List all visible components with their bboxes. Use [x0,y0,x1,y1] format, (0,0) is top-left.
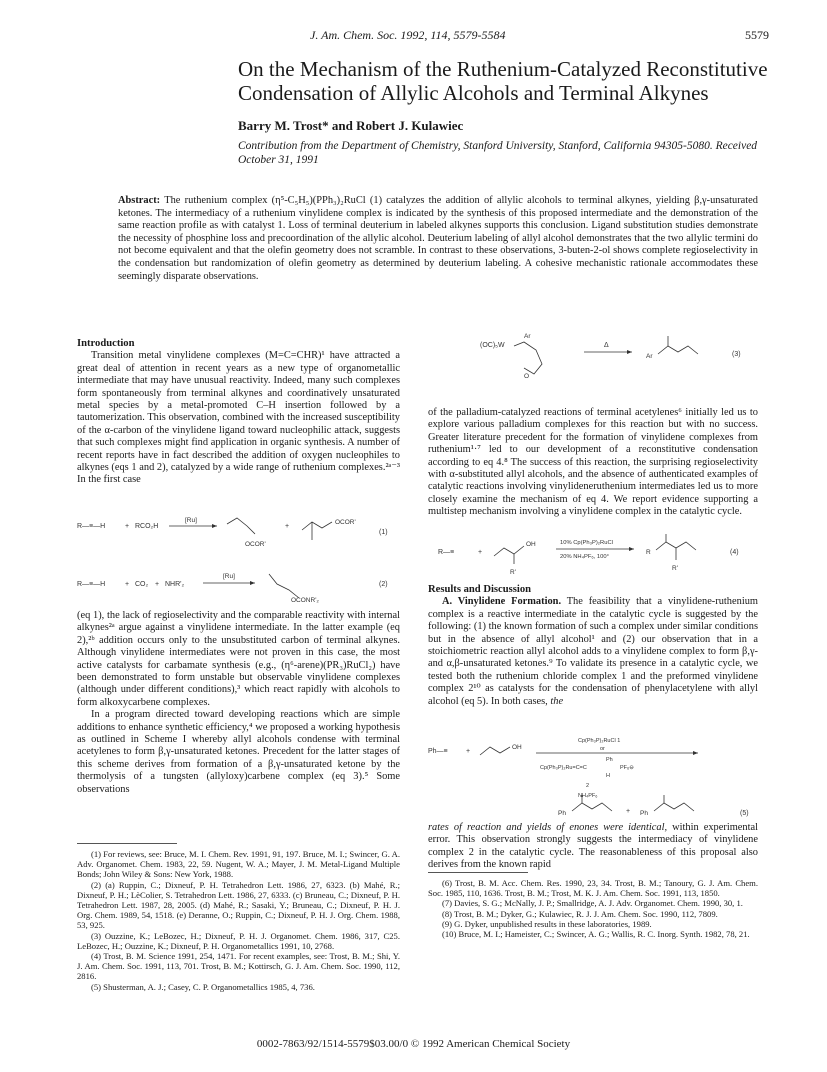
eq5-plus2: + [626,808,631,815]
eq1-product2-skeleton [302,522,332,530]
footnote-5: (5) Shusterman, A. J.; Casey, C. P. Organometallics 1985, 4, 736. [91,981,315,992]
eq3-product-ar: Ar [646,353,653,360]
introduction-heading: Introduction [77,338,135,349]
abstract-label: Abstract: [118,195,161,206]
footnote-2: (2) (a) Ruppin, C.; Dixneuf, P. H. Tetrahedron Lett. 1986, 27, 6323. (b) Mahé, R.; Dixneuf, P. H.; LèColier, S. Tetrahedron Lett. 1986, 27, 6333. (c) Bruneau, C.; Dixneuf, P. H. Tetrahedron Lett. 1987, 28, 2005. (d) Mahé, R.; Sasaki, Y.; Bruneau, C.; Dixneuf, P. H. J. Org. Chem. 1989, 54, 1518. (e) Deranne, O.; Ruppin, C.; Dixneuf, P. H. J. Org. Chem. 1988, 53, 925. [77,879,400,931]
eq3-ar: Ar [524,333,531,340]
eq1-plus2: + [285,523,290,530]
intro-paragraph-3: In a program directed toward developing reactions which are simple additions to enhance synthetic efficiency,⁴ we proposed a working hypothesis as outlined in Scheme I whereby allyl alcohols condense with terminal acetylenes to form β,γ-unsaturated ketones. Precedent for the latter stages of this scheme derives from formation of a β,γ-unsaturated ketone by the thermolysis of a tungsten (allyloxy)carbene complex (eq 3).⁵ Some observations [77,709,400,795]
intro-paragraph-1: Transition metal vinylidene complexes (M=C=CHR)¹ have attracted a great deal of attention in recent years as a new type of organometallic intermediate that may have unusual reactivity. Indeed, many such complexes form spontaneously from terminal alkynes and coordinatively unsaturated metal species by a metal-promoted C–H insertion followed by a tautomerization. This observation, combined with the increased susceptibility of the α-carbon of the vinylidene ligand toward nucleophilic attack, suggests that such complexes might find application in organic synthesis. A number of recent reports have in fact described the addition of oxygen nucleophiles to alkynes (eqs 1 and 2), catalyzed by a wide range of ruthenium complexes.²ᵃ⁻³ In the first case [77,350,400,486]
right-paragraph-1: of the palladium-catalyzed reactions of terminal acetylenes⁶ initially led us to explore various palladium complexes for this reaction but with no success. Greater literature precedent for the formation of vinylidene complexes from ruthenium¹·⁷ led to our development of a reconstitutive condensation according to eq 4.⁸ The success of this reaction, the surprising regioselectivity with α-substituted allyl alcohols, and the absence of authenticated examples of catalytic reactions involving vinylideneruthenium intermediates led us to more closely examine the mechanism of eq 4. We report evidence supporting a multistep mechanism involving a vinylidene complex in the catalytic cycle. [428,407,758,518]
eq2-product-sub: OCONR'₂ [291,597,319,604]
eq2-catalyst: [Ru] [223,573,235,580]
footnote-8: (8) Trost, B. M.; Dyker, G.; Kulawiec, R. J. J. Am. Chem. Soc. 1990, 112, 7809. [442,908,718,919]
right-column-results [428,584,758,708]
right-paragraph-2-text: The feasibility that a vinylidene-ruthenium complex is a reactive intermediate in the catalytic cycle is suggested by the following: (1) the known formation of such a complex under similar conditions but in the absence of allyl alcohol¹ and (2) our observation that in a stoichiometric reaction allyl alcohol adds to a vinylidene complex to form β,γ- and α,β-unsaturated ketones.⁹ To validate its presence in a catalytic cycle, we tested both the ruthenium chloride complex 1 and the preformed vinylidene complex 2¹⁰ as catalysts for the condensation of phenylacetylene with allyl alcohol (eq 5). In both cases, [428,596,758,707]
equation-3 [480,330,760,390]
footnote-6: (6) Trost, B. M. Acc. Chem. Res. 1990, 23, 34. Trost, B. M.; Tanoury, G. J. Am. Chem. Soc. 1985, 110, 1636. Trost, B. M.; Trost, M. K. J. Am. Chem. Soc. 1991, 113, 1850. [428,878,758,899]
footnote-9: (9) G. Dyker, unpublished results in these laboratories, 1989. [442,918,652,929]
footnote-3: (3) Ouzzine, K.; LeBozec, H.; Dixneuf, P. H. J. Organomet. Chem. 1986, 317, C25. LeBozec, H.; Ouzzine, K.; Dixneuf, P. H. Organometallics 1991, 10, 2768. [77,930,400,951]
eq5-product1-skeleton [572,803,612,811]
eq2-product-skeleton [269,574,299,598]
eq2-reagent1: CO₂ [135,581,149,588]
equation-2 [77,564,400,604]
eq4-number: (4) [730,549,739,556]
intro-paragraph-2: (eq 1), the lack of regioselectivity and the comparable reactivity with internal alkynes²ᵃ argue against a vinylidene intermediate. In the latter example (eq 2),²ᵇ addition occurs only to the unsubstituted carbon of terminal alkynes. Although vinylidene intermediates were not proven in this case, the most active catalysts for carbamate synthesis (e.g., (η⁶-arene)(PR₃)RuCl₂) have been demonstrated to form unstable but observable vinylidene complexes (although under different conditions),³ which react rapidly with alcohols to form alkoxycarbene complexes. [77,610,400,708]
eq5-product2-skeleton [654,803,694,811]
eq4-oh: OH [526,541,536,548]
paper-title: On the Mechanism of the Ruthenium-Catalyzed Reconstitutive Condensation of Allylic Alcohols and Terminal Alkynes [238,57,768,105]
eq5-catalyst-1: Cp(Ph₃P)₂RuCl 1 [578,738,621,744]
equation-5 [428,735,758,819]
eq4-condition-bottom: 20% NH₄PF₆, 100° [560,554,609,560]
right-paragraph-3-text: within experimental error. This observation strongly suggests the intermediacy of vinylidene complex 2 in the catalytic cycle. The reasonableness of this proposal also derives from the known rapid [428,822,758,871]
eq4-rprime: R' [510,569,516,576]
page-number: 5579 [745,28,769,42]
footnote-4: (4) Trost, B. M. Science 1991, 254, 1471. For recent examples, see: Trost, B. M.; Shi, Y. J. Am. Chem. Soc. 1991, 113, 701. Trost, B. M.; Kottirsch, G. J. Am. Chem. Soc. 1990, 112, 2816. [77,951,400,982]
footnote-rule-right [428,872,528,873]
eq5-cat2-number: 2 [586,783,590,789]
right-column-p3 [428,822,758,872]
eq5-condition-bottom: NH₄PF₆ [578,793,598,799]
left-footnotes [77,849,400,992]
copyright-footer: 0002-7863/92/1514-5579$03.00/0 © 1992 American Chemical Society [256,1038,571,1050]
eq1-product2-sub: OCOR' [335,519,356,526]
eq4-product-r: R [646,549,651,556]
eq1-reactant: R—≡—H [77,523,106,530]
equation-1 [77,512,400,556]
eq4-plus: + [478,549,483,556]
eq5-allyl-skeleton [480,747,510,755]
right-paragraph-2-italic: the [550,695,564,707]
eq2-plus2: + [155,581,160,588]
footnote-rule-left [77,843,177,844]
eq1-product1-skeleton [227,518,255,534]
eq3-product-skeleton [658,346,698,354]
eq5-cat2-pf6: PF₆⊖ [620,765,634,771]
eq3-arrow-label: Δ [604,342,609,349]
running-header-journal: J. Am. Chem. Soc. 1992, 114, 5579-5584 [310,28,506,42]
eq3-number: (3) [732,351,741,358]
footnote-7: (7) Davies, S. G.; McNally, J. P.; Smallridge, A. J. Adv. Organomet. Chem. 1990, 30, 1. [442,898,743,909]
eq3-complex: (OC)₅W [480,342,505,349]
authors: Barry M. Trost* and Robert J. Kulawiec [238,118,464,133]
eq1-product1-sub: OCOR' [245,541,266,548]
eq1-arrowhead [212,524,217,528]
eq5-reactant: Ph—≡ [428,748,448,755]
eq1-plus: + [125,523,130,530]
eq1-catalyst: [Ru] [185,517,197,524]
eq5-cat2-ph: Ph [606,757,613,763]
eq2-number: (2) [379,581,388,588]
svg-text:O: O [524,373,530,380]
eq5-number: (5) [740,810,749,817]
eq2-reagent2: NHR'₂ [165,581,185,588]
vinylidene-subheading: A. Vinylidene Formation. [442,596,562,608]
eq5-product1-ph: Ph [558,810,566,817]
eq5-or: or [600,746,605,752]
eq4-product-rprime: R' [672,565,678,572]
right-paragraph-3 [428,822,758,872]
eq4-allyl-skeleton [494,546,524,556]
eq5-oh: OH [512,744,522,751]
affiliation: Contribution from the Department of Chemistry, Stanford University, Stanford, California 94305-5080. Received October 31, 1991 [238,140,758,166]
abstract [118,195,758,283]
footnote-1: (1) For reviews, see: Bruce, M. I. Chem. Rev. 1991, 91, 197. Bruce, M. I.; Swincer, G. A. Adv. Organomet. Chem. 1983, 22, 59. Nugent, W. A.; Mayer, J. M. Metal-Ligand Multiple Bonds; John Wiley & Sons: New York, 1988. [77,849,400,880]
right-footnotes [428,878,758,939]
eq5-plus: + [466,748,471,755]
results-heading: Results and Discussion [428,584,532,595]
right-paragraph-3-italic: rates of reaction and yields of enones were identical, [428,822,668,833]
equation-4 [428,532,758,578]
eq5-cat2-h: H [606,773,610,779]
eq2-plus1: + [125,581,130,588]
eq2-reactant: R—≡—H [77,581,106,588]
eq5-product2-ph: Ph [640,810,648,817]
left-column-body [77,610,400,796]
eq4-condition-top: 10% Cp(Ph₃P)₂RuCl [560,540,613,546]
eq5-catalyst-2: Cp(Ph₃P)₂Ru=C=C [540,765,587,771]
right-paragraph-2 [428,596,758,708]
left-column-intro [77,338,400,487]
eq1-reagent: RCO₂H [135,523,159,530]
eq1-number: (1) [379,529,388,536]
right-column-p1 [428,407,758,519]
abstract-text: The ruthenium complex (η⁵-C₅H₅)(PPh₃)₂RuCl (1) catalyzes the addition of allylic alcohols to terminal alkynes, yielding β,γ-unsaturated ketones. The intermediacy of a ruthenium vinylidene complex is indicated by the synthesis of this proposed intermediate and the demonstration of the same reaction profile as with catalyst 1. Loss of terminal deuterium in labeled alkynes supports this conclusion. Ligand substitution studies demonstrate the necessity of phosphine loss and precoordination of the allylic alcohol. Deuterium labeling of allyl alcohol demonstrates that the two allylic termini do not become equivalent and that the olefin geometry does not scramble. In contrast to these observations, 3-buten-2-ol shows complete regioselectivity in the condensation but randomization of olefin geometry as determined by deuterium labeling. A cohesive mechanistic rationale accommodates these seemingly disparate observations. [118,195,758,282]
footnote-10: (10) Bruce, M. I.; Hameister, C.; Swincer, A. G.; Wallis, R. C. Inorg. Synth. 1982, 78, 21. [442,929,750,940]
eq4-reactant: R—≡ [438,549,455,556]
eq3-ring [514,342,542,374]
